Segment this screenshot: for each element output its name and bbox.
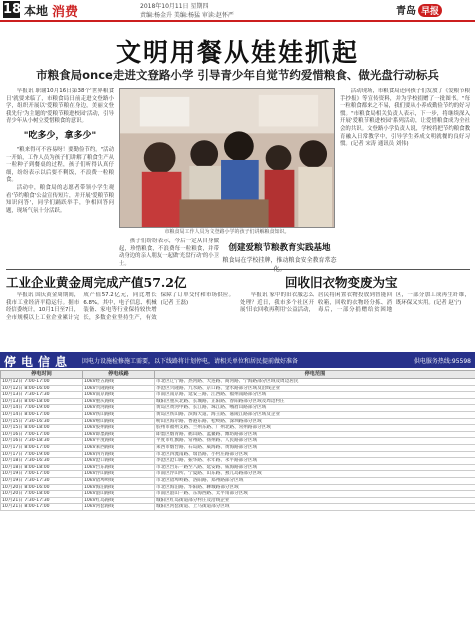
table-row xyxy=(1,477,475,484)
outage-line-cell: 10kV湛山路线 xyxy=(83,491,155,498)
outage-line-cell: 10kV浮山路线 xyxy=(83,471,155,478)
outage-table xyxy=(0,370,475,511)
table-row xyxy=(1,379,475,386)
lead-paragraph: "粮来得可不容易呀！要勤俭节约。"活动一开始，工作人员为孩子们讲解了粮食生产从一粒种子到餐桌的过程，孩子们听得认真仔细，纷纷表示以后要不剩饭，不浪费一粒粮食。 xyxy=(6,146,114,184)
page-number: 18 xyxy=(3,2,22,17)
outage-line-cell: 10kV黄河路线 xyxy=(83,405,155,412)
outage-range-cell: 城阳区重庆北路、长城路、正阳路、春阳路部分区域及周边村庄 xyxy=(155,398,475,405)
outage-line-cell: 10kV兴隆路线 xyxy=(83,385,155,392)
outage-range-cell: 市北区错埠岭路、洛阳路、郑州路部分区域 xyxy=(155,477,475,484)
newspaper-logo xyxy=(396,2,472,17)
lead-photo xyxy=(119,88,335,228)
outage-line-cell: 10kV平度路线 xyxy=(83,438,155,445)
lead-column-right xyxy=(340,88,470,268)
header-range: 停电范围 xyxy=(155,371,475,379)
outage-range-cell: 市北区辽宁路、热河路、大连路、商河路、宁海路部分区域及周边居民 xyxy=(155,379,475,386)
base-box-text: 粮食局在学校挂牌，推动粮食安全教育常态 xyxy=(222,257,337,264)
issue-date: 2018年10月11日 星期四 xyxy=(140,3,209,10)
outage-time-cell: 10月20日 7:00-18:00 xyxy=(1,491,83,498)
table-row xyxy=(1,438,475,445)
outage-time-cell: 10月16日 7:00-17:00 xyxy=(1,431,83,438)
section-label: 本地 xyxy=(24,4,49,18)
table-row xyxy=(1,497,475,504)
outage-range-cell: 市北区四流南路、瑞昌路、小村庄路部分区域 xyxy=(155,451,475,458)
outage-time-cell: 10月14日 7:00-19:00 xyxy=(1,405,83,412)
outage-range-cell: 市北区海泊路、华阳路、聊城路部分区域 xyxy=(155,484,475,491)
table-row xyxy=(1,385,475,392)
table-row xyxy=(1,484,475,491)
outage-range-cell: 城阳区红岛街道部分村庄及沿线企业 xyxy=(155,497,475,504)
outage-time-cell: 10月16日 7:30-18:30 xyxy=(1,438,83,445)
outage-line-cell: 10kV胶州路线 xyxy=(83,425,155,432)
outage-time-cell: 10月18日 8:00-18:00 xyxy=(1,464,83,471)
outage-time-cell: 10月20日 8:00-16:00 xyxy=(1,484,83,491)
recycling-headline: 回收旧衣物变废为宝 xyxy=(285,275,398,290)
logo-mark: 早报 xyxy=(418,4,442,17)
classroom-photo-image xyxy=(120,89,334,227)
table-row xyxy=(1,425,475,432)
outage-time-cell: 10月12日 7:00-17:00 xyxy=(1,379,83,386)
editors-line: 责编:杨金升 美编:杨猛 审读:赵怀严 xyxy=(140,12,234,19)
outage-range-cell: 李沧区兴隆路、九水路、京口路、金水路部分区域及沿线企业 xyxy=(155,385,475,392)
section-divider xyxy=(6,269,470,270)
industry-paragraph: 早报讯 国庆黄金周期间，我市工业经济平稳运行。据市经信委统计，10月1日至7日，全市规模以上工业企业累计完成产值57.2亿元，同比增长6.8%。其中，电子信息、机械装备、家电等行业保持较快增长，多数企业坚持生产，有效保障了订单交付和市场供应。(记者 王磊) xyxy=(6,292,234,321)
lead-paragraph: 活动现场，市粮食局还向孩子们发放了《爱粮节粮手抄报》等宣传资料，并为学校捐赠了一批图书。"每一粒粮食都来之不易，我们要从小养成勤俭节约的好习惯。"市粮食局相关负责人表示，下一步，将继续深入开展'爱粮节粮进校园'系列活动，让爱惜粮食成为全社会的共识。文登路小学负责人说，学校将把节约粮食教育融入日常教学中，引导学生养成文明就餐的良好习惯。(记者 宋涛 通讯员 刘伟) xyxy=(340,88,470,148)
section-label-accent: 消费 xyxy=(52,5,79,20)
table-row xyxy=(1,444,475,451)
outage-range-cell: 市南区南京路、延安三路、江西路、福州南路部分区域 xyxy=(155,392,475,399)
industry-body xyxy=(6,292,234,350)
outage-time-cell: 10月21日 7:30-17:30 xyxy=(1,497,83,504)
outage-notice-title: 停电信息 xyxy=(4,355,73,369)
table-row xyxy=(1,504,475,511)
outage-line-cell: 10kV即墨路线 xyxy=(83,431,155,438)
outage-range-cell: 崂山区海尔路、香港东路、松岭路、深圳路部分区域 xyxy=(155,418,475,425)
masthead-divider xyxy=(0,20,475,22)
recycling-paragraph: 早报讯 家中的旧衣服怎么处理？近日，我市多个社区开展'旧衣回收再利用'公益活动，居民将闲置衣物投放到智能回收箱，回收的衣物经分拣、消毒后，一部分捐赠给贫困地区，一部分加工成再生纤维，既环保又实用。(记者 赵宁) xyxy=(240,292,470,314)
outage-time-cell: 10月15日 7:30-16:30 xyxy=(1,418,83,425)
outage-line-cell: 10kV重庆路线 xyxy=(83,398,155,405)
outage-time-cell: 10月17日 7:00-19:00 xyxy=(1,451,83,458)
lead-crosshead: "吃多少，拿多少" xyxy=(23,130,97,141)
outage-table-body xyxy=(1,379,475,511)
outage-line-cell: 10kV台东路线 xyxy=(83,464,155,471)
lead-paragraph: 早报讯 职谢10月16日第38个'世界粮食日'就要来临了，市粮食局日前走进文登路小学，组织开展以'爱粮节粮在身边，美丽文登我先行'为主题的'爱粮节粮进校园'活动，引导青少年从小树立爱惜粮食的意识。 xyxy=(6,88,114,125)
outage-range-cell: 莱西市烟台路、石岛路、威海路、黄海路部分区域 xyxy=(155,444,475,451)
outage-time-cell: 10月19日 7:30-17:30 xyxy=(1,477,83,484)
table-row xyxy=(1,392,475,399)
outage-line-cell: 10kV四方路线 xyxy=(83,451,155,458)
outage-table-header xyxy=(1,371,475,379)
outage-line-cell: 10kV莱西路线 xyxy=(83,444,155,451)
outage-range-cell: 李沧区沧口路、振华路、永年路、永平路部分区域 xyxy=(155,458,475,465)
table-row xyxy=(1,458,475,465)
photo-caption: 市粮食局工作人员为文登路小学的孩子们讲解粮食知识。 xyxy=(164,229,290,235)
outage-line-cell: 10kV红岛路线 xyxy=(83,497,155,504)
outage-time-cell: 10月14日 8:00-17:00 xyxy=(1,411,83,418)
lead-paragraph: 孩子们纷纷表示，今后一定从自身做起，珍惜粮食，不浪费每一粒粮食，并带动身边的亲人朋友一起做'光盘行动'的小卫士。 xyxy=(119,238,219,267)
logo-text: 青岛 xyxy=(396,6,416,17)
outage-range-cell: 市南区浮山所、宁夏路、山东路、燕儿岛路部分区域 xyxy=(155,471,475,478)
outage-notice-subtitle: 因电力设施检修施工需要，以下线路将计划停电，请相关单位和居民提前做好准备 xyxy=(82,358,299,365)
outage-time-cell: 10月13日 7:30-17:30 xyxy=(1,392,83,399)
outage-time-cell: 10月12日 8:00-16:00 xyxy=(1,385,83,392)
outage-range-cell: 城阳区河套街道、上马街道部分区域 xyxy=(155,504,475,511)
outage-time-cell: 10月17日 8:00-17:00 xyxy=(1,444,83,451)
table-row xyxy=(1,464,475,471)
lead-column-middle xyxy=(119,238,219,268)
outage-range-cell: 市南区湛山一路、东海西路、太平角部分区域 xyxy=(155,491,475,498)
outage-line-cell: 10kV沧口路线 xyxy=(83,458,155,465)
outage-line-cell: 10kV河套路线 xyxy=(83,504,155,511)
outage-line-cell: 10kV经五路线 xyxy=(83,379,155,386)
masthead xyxy=(0,0,475,20)
lead-headline: 文明用餐从娃娃抓起 xyxy=(115,38,359,67)
header-time: 停电时间 xyxy=(1,371,83,379)
outage-line-cell: 10kV南京路线 xyxy=(83,392,155,399)
outage-line-cell: 10kV错埠岭线 xyxy=(83,477,155,484)
header-line: 停电线路 xyxy=(83,371,155,379)
industry-headline: 工业企业黄金周完成产值57.2亿 xyxy=(6,275,187,290)
table-row xyxy=(1,398,475,405)
outage-range-cell: 市北区台东一路至八路、延安路、威海路部分区域 xyxy=(155,464,475,471)
table-row xyxy=(1,431,475,438)
lead-paragraph: 活动中，粮食局的志愿者带领小学生观看'节约粮食'公益宣传短片，并开展'爱粮节粮知识问答'，同学们踊跃举手，争相回答问题，现场气氛十分活跃。 xyxy=(6,184,114,214)
table-row xyxy=(1,405,475,412)
outage-notice-banner xyxy=(0,352,475,368)
recycling-body xyxy=(240,292,470,350)
outage-line-cell: 10kV崂山路线 xyxy=(83,418,155,425)
outage-time-cell: 10月21日 8:00-17:00 xyxy=(1,504,83,511)
outage-hotline: 供电服务热线:95598 xyxy=(413,358,471,365)
outage-range-cell: 黄岛区黄河中路、长江路、珠江路、峨眉山路部分区域 xyxy=(155,405,475,412)
outage-time-cell: 10月18日 7:30-16:30 xyxy=(1,458,83,465)
outage-time-cell: 10月19日 7:00-17:00 xyxy=(1,471,83,478)
base-box-title: 创建爱粮节粮教育实践基地 xyxy=(228,243,331,253)
outage-line-cell: 10kV铁山路线 xyxy=(83,411,155,418)
table-row xyxy=(1,411,475,418)
lead-subheadline: 市粮食局once走进文登路小学 引导青少年自觉节约爱惜粮食、做光盘行动标兵 xyxy=(36,68,439,82)
outage-time-cell: 10月13日 8:00-18:00 xyxy=(1,398,83,405)
outage-range-cell: 黄岛区铁山路、滨海大道、海王路、嘉陵江路部分区域及企业 xyxy=(155,411,475,418)
table-row xyxy=(1,451,475,458)
outage-range-cell: 胶州市福州支路、兰州东路、广州北路、常州路部分区域 xyxy=(155,425,475,432)
outage-range-cell: 即墨区烟青路、鹤山路、蓝鳌路、潍坊路部分区域 xyxy=(155,431,475,438)
outage-range-cell: 平度市红旗路、常州路、扬州路、人民路部分区域 xyxy=(155,438,475,445)
table-row xyxy=(1,471,475,478)
outage-time-cell: 10月15日 8:00-18:00 xyxy=(1,425,83,432)
outage-line-cell: 10kV海泊路线 xyxy=(83,484,155,491)
table-row xyxy=(1,418,475,425)
table-row xyxy=(1,491,475,498)
